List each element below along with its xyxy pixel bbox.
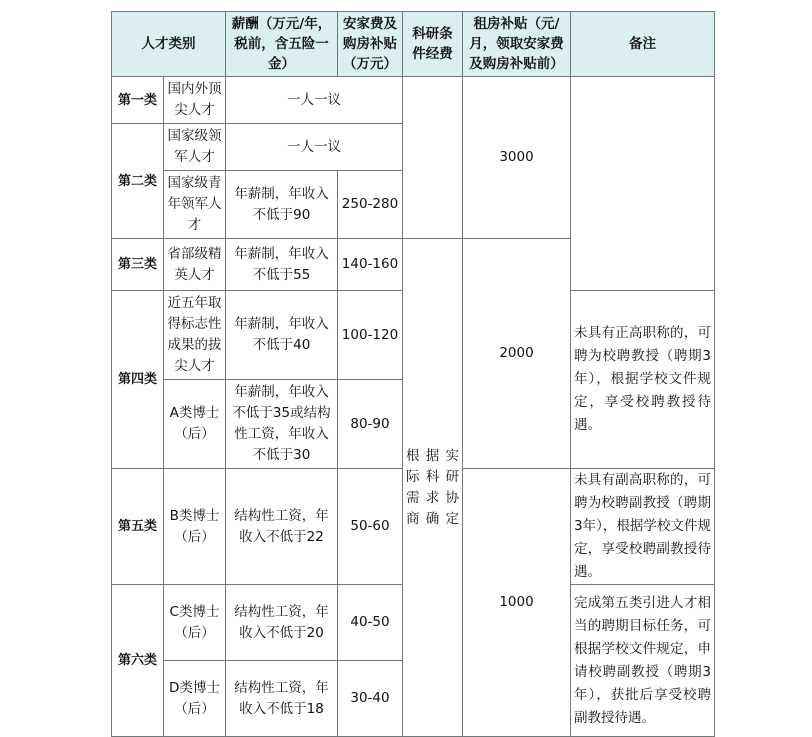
salary-cell: 结构性工资，年收入不低于20 [226,585,338,661]
talent-name: A类博士（后） [164,380,226,469]
category-6: 第六类 [112,585,164,737]
salary-cell: 结构性工资，年收入不低于18 [226,661,338,737]
talent-name: B类博士（后） [164,469,226,585]
research-funding: 根据实际科研需求协商确定 [403,239,463,737]
header-talent-category: 人才类别 [112,12,226,77]
category-1: 第一类 [112,77,164,124]
settlement-cell: 40-50 [338,585,403,661]
category-5: 第五类 [112,469,164,585]
talent-name: 国家级领军人才 [164,124,226,171]
category-4: 第四类 [112,291,164,469]
rent-tier-2: 2000 [463,239,571,469]
settlement-cell: 80-90 [338,380,403,469]
remark-2: 未具有正高职称的，可聘为校聘教授（聘期3年），根据学校文件规定，享受校聘教授待遇。 [571,291,715,469]
header-settlement: 安家费及购房补贴（万元） [338,12,403,77]
salary-negotiable: 一人一议 [226,124,403,171]
settlement-cell: 140-160 [338,239,403,291]
research-cell-top [403,77,463,239]
settlement-cell: 250-280 [338,171,403,239]
settlement-cell: 30-40 [338,661,403,737]
rent-tier-3: 1000 [463,469,571,737]
remark-4: 完成第五类引进人才相当的聘期目标任务，可根据学校文件规定，申请校聘副教授（聘期3年），获批后享受校聘副教授待遇。 [571,585,715,737]
settlement-cell: 50-60 [338,469,403,585]
salary-cell: 年薪制，年收入不低于40 [226,291,338,380]
header-research: 科研条件经费 [403,12,463,77]
talent-name: C类博士（后） [164,585,226,661]
talent-name: 省部级精英人才 [164,239,226,291]
header-remarks: 备注 [571,12,715,77]
category-3: 第三类 [112,239,164,291]
talent-name: 国家级青年领军人才 [164,171,226,239]
remark-3: 未具有副高职称的，可聘为校聘副教授（聘期3年），根据学校文件规定，享受校聘副教授待遇。 [571,469,715,585]
talent-name: 近五年取得标志性成果的拔尖人才 [164,291,226,380]
talent-name: 国内外顶尖人才 [164,77,226,124]
category-2: 第二类 [112,124,164,239]
header-rent: 租房补贴（元/月，领取安家费及购房补贴前） [463,12,571,77]
salary-cell: 年薪制，年收入不低于35或结构性工资，年收入不低于30 [226,380,338,469]
salary-cell: 结构性工资，年收入不低于22 [226,469,338,585]
talent-policy-table [111,11,715,737]
header-salary: 薪酬（万元/年，税前，含五险一金） [226,12,338,77]
rent-tier-1: 3000 [463,77,571,239]
remark-1 [571,77,715,291]
settlement-cell: 100-120 [338,291,403,380]
salary-negotiable: 一人一议 [226,77,403,124]
salary-cell: 年薪制，年收入不低于90 [226,171,338,239]
header-row [112,12,715,77]
salary-cell: 年薪制，年收入不低于55 [226,239,338,291]
table-row [112,77,715,124]
talent-name: D类博士（后） [164,661,226,737]
talent-policy-table-wrapper [111,11,715,737]
